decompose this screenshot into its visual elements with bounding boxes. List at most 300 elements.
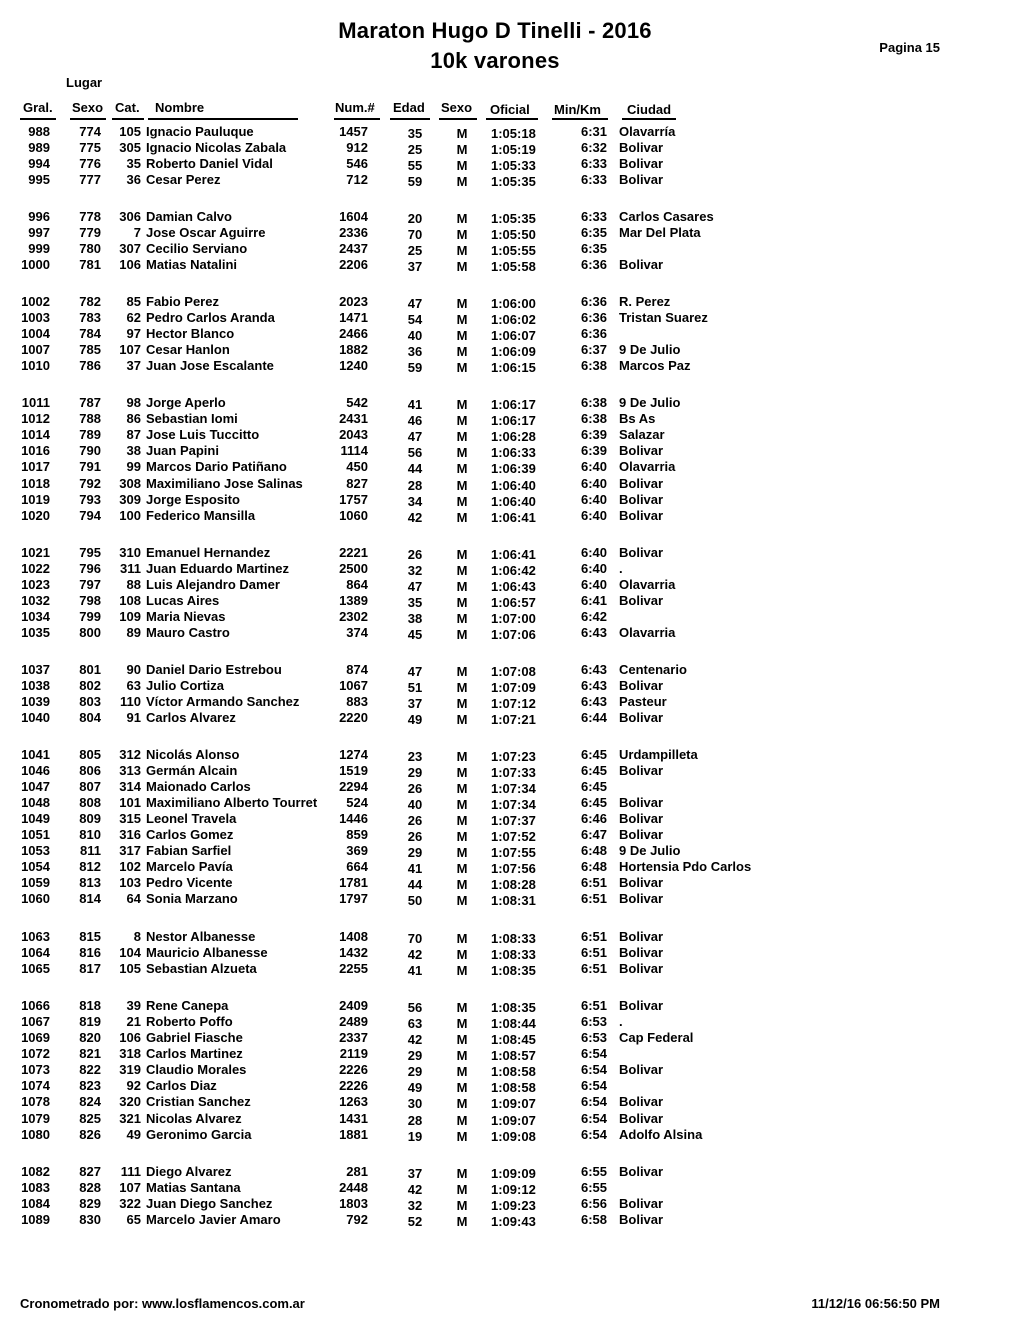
- sexo-place-cell: 804: [79, 710, 101, 725]
- table-row: [0, 859, 1024, 875]
- gral-cell: 1038: [21, 678, 50, 693]
- bib-number-cell: 1604: [339, 209, 368, 224]
- gral-cell: 1037: [21, 662, 50, 677]
- sexo-place-cell: 811: [80, 843, 101, 858]
- sex-cell: M: [456, 1048, 468, 1063]
- sex-cell: M: [456, 797, 468, 812]
- gral-cell: 988: [28, 124, 50, 139]
- cat-place-cell: 88: [126, 577, 141, 592]
- official-time-cell: 1:05:55: [491, 243, 536, 258]
- pace-cell: 6:45: [580, 763, 607, 778]
- cat-place-cell: 37: [126, 358, 141, 373]
- cat-place-cell: 307: [119, 241, 141, 256]
- gral-cell: 1083: [21, 1180, 50, 1195]
- age-cell: 47: [407, 429, 423, 444]
- table-row: [0, 763, 1024, 779]
- city-cell: Bolivar: [619, 545, 664, 560]
- sex-cell: M: [456, 1214, 468, 1229]
- age-cell: 70: [407, 931, 423, 946]
- city-cell: Bolivar: [619, 998, 664, 1013]
- table-row: [0, 427, 1024, 443]
- sexo-place-cell: 784: [79, 326, 101, 341]
- cat-place-cell: 8: [133, 929, 141, 944]
- gral-cell: 1016: [21, 443, 50, 458]
- gral-cell: 1004: [21, 326, 50, 341]
- name-cell: Nestor Albanesse: [146, 929, 256, 944]
- sexo-place-cell: 776: [79, 156, 101, 171]
- gral-cell: 1046: [21, 763, 50, 778]
- cat-place-cell: 316: [119, 827, 141, 842]
- name-cell: Maximiliano Alberto Tourret: [146, 795, 318, 810]
- age-cell: 32: [407, 563, 423, 578]
- cat-place-cell: 100: [119, 508, 141, 523]
- gral-cell: 1051: [21, 827, 50, 842]
- sex-cell: M: [456, 611, 468, 626]
- pace-cell: 6:39: [580, 443, 607, 458]
- pace-cell: 6:33: [580, 156, 607, 171]
- pace-cell: 6:37: [580, 342, 607, 357]
- city-cell: Bolivar: [619, 1062, 664, 1077]
- gral-cell: 1080: [21, 1127, 50, 1142]
- pace-cell: 6:54: [580, 1111, 607, 1126]
- cat-place-cell: 97: [126, 326, 141, 341]
- cat-place-cell: 311: [120, 561, 141, 576]
- cat-place-cell: 312: [119, 747, 141, 762]
- cat-place-cell: 87: [126, 427, 141, 442]
- bib-number-cell: 1408: [339, 929, 368, 944]
- table-row: [0, 310, 1024, 326]
- pace-cell: 6:40: [580, 492, 607, 507]
- age-cell: 28: [407, 478, 423, 493]
- sexo-place-cell: 817: [79, 961, 101, 976]
- pace-cell: 6:55: [580, 1164, 607, 1179]
- city-cell: Bolivar: [619, 1111, 664, 1126]
- sex-cell: M: [456, 664, 468, 679]
- bib-number-cell: 2448: [339, 1180, 368, 1195]
- table-row: [0, 1078, 1024, 1094]
- official-time-cell: 1:08:35: [491, 1000, 536, 1015]
- sexo-place-cell: 792: [79, 476, 101, 491]
- name-cell: Carlos Gomez: [146, 827, 234, 842]
- table-row: [0, 459, 1024, 475]
- city-cell: 9 De Julio: [619, 843, 681, 858]
- sexo-place-cell: 787: [79, 395, 101, 410]
- pace-cell: 6:36: [580, 294, 607, 309]
- pace-cell: 6:36: [580, 326, 607, 341]
- sexo-place-cell: 827: [79, 1164, 101, 1179]
- sex-cell: M: [456, 360, 468, 375]
- sex-cell: M: [456, 931, 468, 946]
- table-row: [0, 827, 1024, 843]
- city-cell: Bolivar: [619, 492, 664, 507]
- bib-number-cell: 2431: [339, 411, 368, 426]
- table-row: [0, 678, 1024, 694]
- sex-cell: M: [456, 547, 468, 562]
- gral-cell: 1059: [21, 875, 50, 890]
- cat-place-cell: 319: [119, 1062, 141, 1077]
- official-time-cell: 1:07:21: [491, 712, 536, 727]
- official-time-cell: 1:06:02: [491, 312, 536, 327]
- city-cell: Bolivar: [619, 1094, 664, 1109]
- cat-place-cell: 322: [119, 1196, 141, 1211]
- pace-cell: 6:51: [580, 945, 607, 960]
- table-row: [0, 1030, 1024, 1046]
- name-cell: Marcelo Javier Amaro: [146, 1212, 281, 1227]
- cat-place-cell: 314: [119, 779, 141, 794]
- city-cell: Bolivar: [619, 476, 664, 491]
- sexo-place-cell: 815: [79, 929, 101, 944]
- bib-number-cell: 2220: [339, 710, 368, 725]
- table-row: [0, 241, 1024, 257]
- table-row: [0, 747, 1024, 763]
- sexo-place-cell: 775: [79, 140, 101, 155]
- official-time-cell: 1:06:33: [491, 445, 536, 460]
- official-time-cell: 1:07:00: [491, 611, 536, 626]
- col-header-nombre: Nombre: [155, 100, 205, 115]
- document-subtitle: 10k varones: [430, 48, 560, 73]
- bib-number-cell: 2466: [339, 326, 368, 341]
- name-cell: Juan Papini: [146, 443, 219, 458]
- age-cell: 37: [407, 1166, 423, 1181]
- cat-place-cell: 85: [126, 294, 141, 309]
- name-cell: Nicolás Alonso: [146, 747, 240, 762]
- sexo-place-cell: 790: [79, 443, 101, 458]
- age-cell: 41: [407, 861, 423, 876]
- bib-number-cell: 1274: [339, 747, 368, 762]
- bib-number-cell: 712: [346, 172, 368, 187]
- name-cell: Cristian Sanchez: [146, 1094, 251, 1109]
- bib-number-cell: 2119: [339, 1046, 368, 1061]
- sex-cell: M: [456, 563, 468, 578]
- name-cell: Roberto Poffo: [146, 1014, 233, 1029]
- official-time-cell: 1:06:43: [491, 579, 536, 594]
- gral-cell: 1019: [21, 492, 50, 507]
- age-cell: 45: [407, 627, 423, 642]
- pace-cell: 6:36: [580, 257, 607, 272]
- age-cell: 23: [407, 749, 423, 764]
- table-row: [0, 795, 1024, 811]
- sex-cell: M: [456, 158, 468, 173]
- bib-number-cell: 1471: [339, 310, 368, 325]
- name-cell: Víctor Armando Sanchez: [146, 694, 300, 709]
- sex-cell: M: [456, 1129, 468, 1144]
- footer-timestamp: 11/12/16 06:56:50 PM: [811, 1296, 940, 1311]
- sexo-place-cell: 793: [79, 492, 101, 507]
- official-time-cell: 1:08:31: [491, 893, 536, 908]
- bib-number-cell: 2489: [339, 1014, 368, 1029]
- age-cell: 25: [407, 142, 423, 157]
- sexo-place-cell: 818: [79, 998, 101, 1013]
- city-cell: R. Perez: [619, 294, 671, 309]
- gral-cell: 1003: [21, 310, 50, 325]
- pace-cell: 6:46: [580, 811, 607, 826]
- gral-cell: 1060: [21, 891, 50, 906]
- sex-cell: M: [456, 1080, 468, 1095]
- pace-cell: 6:32: [580, 140, 607, 155]
- bib-number-cell: 1240: [339, 358, 368, 373]
- official-time-cell: 1:06:07: [491, 328, 536, 343]
- sexo-place-cell: 786: [79, 358, 101, 373]
- cat-place-cell: 106: [119, 1030, 141, 1045]
- pace-cell: 6:48: [580, 859, 607, 874]
- sex-cell: M: [456, 174, 468, 189]
- name-cell: Carlos Martinez: [146, 1046, 243, 1061]
- bib-number-cell: 1757: [339, 492, 368, 507]
- sex-cell: M: [456, 947, 468, 962]
- gral-cell: 989: [28, 140, 50, 155]
- gral-cell: 996: [28, 209, 50, 224]
- sex-cell: M: [456, 211, 468, 226]
- gral-cell: 1063: [21, 929, 50, 944]
- cat-place-cell: 101: [119, 795, 141, 810]
- bib-number-cell: 2337: [339, 1030, 368, 1045]
- age-cell: 37: [407, 259, 423, 274]
- official-time-cell: 1:06:40: [491, 478, 536, 493]
- sex-cell: M: [456, 845, 468, 860]
- cat-place-cell: 7: [133, 225, 141, 240]
- gral-cell: 1032: [21, 593, 50, 608]
- pace-cell: 6:54: [580, 1078, 607, 1093]
- cat-place-cell: 49: [126, 1127, 141, 1142]
- table-row: [0, 257, 1024, 273]
- cat-place-cell: 306: [119, 209, 141, 224]
- gral-cell: 1002: [21, 294, 50, 309]
- pace-cell: 6:39: [580, 427, 607, 442]
- table-row: [0, 625, 1024, 641]
- sex-cell: M: [456, 813, 468, 828]
- cat-place-cell: 106: [119, 257, 141, 272]
- city-cell: Bolivar: [619, 257, 664, 272]
- sex-cell: M: [456, 829, 468, 844]
- sexo-place-cell: 826: [79, 1127, 101, 1142]
- official-time-cell: 1:09:08: [491, 1129, 536, 1144]
- sex-cell: M: [456, 627, 468, 642]
- name-cell: Maria Nievas: [146, 609, 226, 624]
- cat-place-cell: 39: [126, 998, 141, 1013]
- city-cell: Bolivar: [619, 929, 664, 944]
- sexo-place-cell: 806: [79, 763, 101, 778]
- table-row: [0, 209, 1024, 225]
- city-cell: 9 De Julio: [619, 395, 681, 410]
- col-underline: [148, 118, 298, 120]
- pace-cell: 6:40: [580, 561, 607, 576]
- pace-cell: 6:35: [580, 225, 607, 240]
- bib-number-cell: 883: [346, 694, 368, 709]
- city-cell: .: [619, 561, 623, 576]
- city-cell: Bolivar: [619, 1164, 664, 1179]
- sexo-place-cell: 781: [79, 257, 101, 272]
- pace-cell: 6:40: [580, 545, 607, 560]
- official-time-cell: 1:06:41: [491, 510, 536, 525]
- name-cell: Sebastian Iomi: [146, 411, 238, 426]
- table-row: [0, 124, 1024, 140]
- official-time-cell: 1:08:35: [491, 963, 536, 978]
- bib-number-cell: 2023: [339, 294, 368, 309]
- official-time-cell: 1:07:34: [491, 797, 536, 812]
- table-row: [0, 492, 1024, 508]
- city-cell: Marcos Paz: [619, 358, 691, 373]
- col-underline: [334, 118, 380, 120]
- sex-cell: M: [456, 680, 468, 695]
- col-underline: [112, 118, 144, 120]
- name-cell: Leonel Travela: [146, 811, 237, 826]
- col-underline: [622, 118, 676, 120]
- bib-number-cell: 374: [346, 625, 368, 640]
- col-underline: [486, 118, 538, 120]
- table-row: [0, 811, 1024, 827]
- city-cell: Bolivar: [619, 945, 664, 960]
- pace-cell: 6:41: [580, 593, 607, 608]
- age-cell: 35: [407, 126, 423, 141]
- sexo-place-cell: 785: [79, 342, 101, 357]
- sexo-place-cell: 795: [79, 545, 101, 560]
- col-header-sexo: Sexo: [72, 100, 104, 115]
- gral-cell: 997: [28, 225, 50, 240]
- official-time-cell: 1:07:12: [491, 696, 536, 711]
- gral-cell: 1072: [21, 1046, 50, 1061]
- sexo-place-cell: 810: [79, 827, 101, 842]
- sex-cell: M: [456, 595, 468, 610]
- cat-place-cell: 109: [119, 609, 141, 624]
- official-time-cell: 1:09:23: [491, 1198, 536, 1213]
- bib-number-cell: 542: [346, 395, 368, 410]
- city-cell: Bolivar: [619, 172, 664, 187]
- official-time-cell: 1:05:58: [491, 259, 536, 274]
- name-cell: Juan Diego Sanchez: [146, 1196, 273, 1211]
- official-time-cell: 1:08:33: [491, 931, 536, 946]
- pace-cell: 6:53: [580, 1014, 607, 1029]
- city-cell: Bolivar: [619, 508, 664, 523]
- sexo-place-cell: 803: [79, 694, 101, 709]
- gral-cell: 1035: [21, 625, 50, 640]
- gral-cell: 1073: [21, 1062, 50, 1077]
- age-cell: 59: [407, 174, 423, 189]
- name-cell: Jose Oscar Aguirre: [146, 225, 266, 240]
- pace-cell: 6:48: [580, 843, 607, 858]
- city-cell: Carlos Casares: [619, 209, 714, 224]
- sexo-place-cell: 788: [79, 411, 101, 426]
- table-row: [0, 1046, 1024, 1062]
- sexo-place-cell: 778: [79, 209, 101, 224]
- table-row: [0, 710, 1024, 726]
- city-cell: Pasteur: [619, 694, 667, 709]
- cat-place-cell: 107: [119, 342, 141, 357]
- city-cell: Mar Del Plata: [619, 225, 701, 240]
- cat-place-cell: 105: [119, 961, 141, 976]
- sex-cell: M: [456, 510, 468, 525]
- age-cell: 42: [407, 947, 423, 962]
- pace-cell: 6:43: [580, 662, 607, 677]
- name-cell: Mauricio Albanesse: [146, 945, 268, 960]
- name-cell: Fabio Perez: [146, 294, 219, 309]
- sexo-place-cell: 820: [79, 1030, 101, 1045]
- age-cell: 26: [407, 547, 423, 562]
- official-time-cell: 1:07:23: [491, 749, 536, 764]
- sexo-place-cell: 794: [79, 508, 101, 523]
- name-cell: Geronimo Garcia: [146, 1127, 252, 1142]
- pace-cell: 6:40: [580, 459, 607, 474]
- footer-timing-credit: Cronometrado por: www.losflamencos.com.ar: [20, 1296, 305, 1311]
- sex-cell: M: [456, 1166, 468, 1181]
- table-row: [0, 577, 1024, 593]
- gral-cell: 1020: [21, 508, 50, 523]
- gral-cell: 1021: [21, 545, 50, 560]
- name-cell: Damian Calvo: [146, 209, 232, 224]
- col-underline: [70, 118, 106, 120]
- official-time-cell: 1:06:17: [491, 413, 536, 428]
- cat-place-cell: 89: [126, 625, 141, 640]
- sex-cell: M: [456, 877, 468, 892]
- sexo-place-cell: 824: [79, 1094, 101, 1109]
- bib-number-cell: 1432: [339, 945, 368, 960]
- official-time-cell: 1:07:08: [491, 664, 536, 679]
- cat-place-cell: 99: [126, 459, 141, 474]
- table-row: [0, 476, 1024, 492]
- bib-number-cell: 2226: [339, 1062, 368, 1077]
- table-row: [0, 156, 1024, 172]
- pace-cell: 6:51: [580, 875, 607, 890]
- bib-number-cell: 827: [346, 476, 368, 491]
- gral-cell: 1048: [21, 795, 50, 810]
- pace-cell: 6:51: [580, 998, 607, 1013]
- official-time-cell: 1:08:33: [491, 947, 536, 962]
- age-cell: 35: [407, 595, 423, 610]
- official-time-cell: 1:07:55: [491, 845, 536, 860]
- pace-cell: 6:38: [580, 411, 607, 426]
- city-cell: Adolfo Alsina: [619, 1127, 703, 1142]
- sexo-place-cell: 791: [79, 459, 101, 474]
- sex-cell: M: [456, 893, 468, 908]
- name-cell: Lucas Aires: [146, 593, 220, 608]
- sexo-place-cell: 813: [79, 875, 101, 890]
- official-time-cell: 1:09:07: [491, 1113, 536, 1128]
- age-cell: 56: [407, 445, 423, 460]
- sex-cell: M: [456, 227, 468, 242]
- sex-cell: M: [456, 963, 468, 978]
- sex-cell: M: [456, 749, 468, 764]
- gral-cell: 1089: [21, 1212, 50, 1227]
- official-time-cell: 1:08:28: [491, 877, 536, 892]
- gral-cell: 1010: [21, 358, 50, 373]
- official-time-cell: 1:05:35: [491, 211, 536, 226]
- age-cell: 19: [407, 1129, 423, 1144]
- table-row: [0, 140, 1024, 156]
- cat-place-cell: 309: [119, 492, 141, 507]
- bib-number-cell: 2043: [339, 427, 368, 442]
- sexo-place-cell: 822: [79, 1062, 101, 1077]
- bib-number-cell: 2221: [339, 545, 368, 560]
- gral-cell: 1074: [21, 1078, 50, 1093]
- official-time-cell: 1:07:33: [491, 765, 536, 780]
- age-cell: 29: [407, 1064, 423, 1079]
- bib-number-cell: 859: [346, 827, 368, 842]
- cat-place-cell: 91: [126, 710, 141, 725]
- city-cell: Bolivar: [619, 443, 664, 458]
- col-header-minkm: Min/Km: [554, 102, 601, 117]
- city-cell: Bolivar: [619, 1196, 664, 1211]
- sexo-place-cell: 801: [79, 662, 101, 677]
- sex-cell: M: [456, 413, 468, 428]
- bib-number-cell: 2294: [339, 779, 368, 794]
- name-cell: Emanuel Hernandez: [146, 545, 271, 560]
- bib-number-cell: 1882: [339, 342, 368, 357]
- name-cell: Jorge Esposito: [146, 492, 240, 507]
- pace-cell: 6:47: [580, 827, 607, 842]
- gral-cell: 1047: [21, 779, 50, 794]
- pace-cell: 6:43: [580, 694, 607, 709]
- sexo-place-cell: 823: [79, 1078, 101, 1093]
- official-time-cell: 1:08:57: [491, 1048, 536, 1063]
